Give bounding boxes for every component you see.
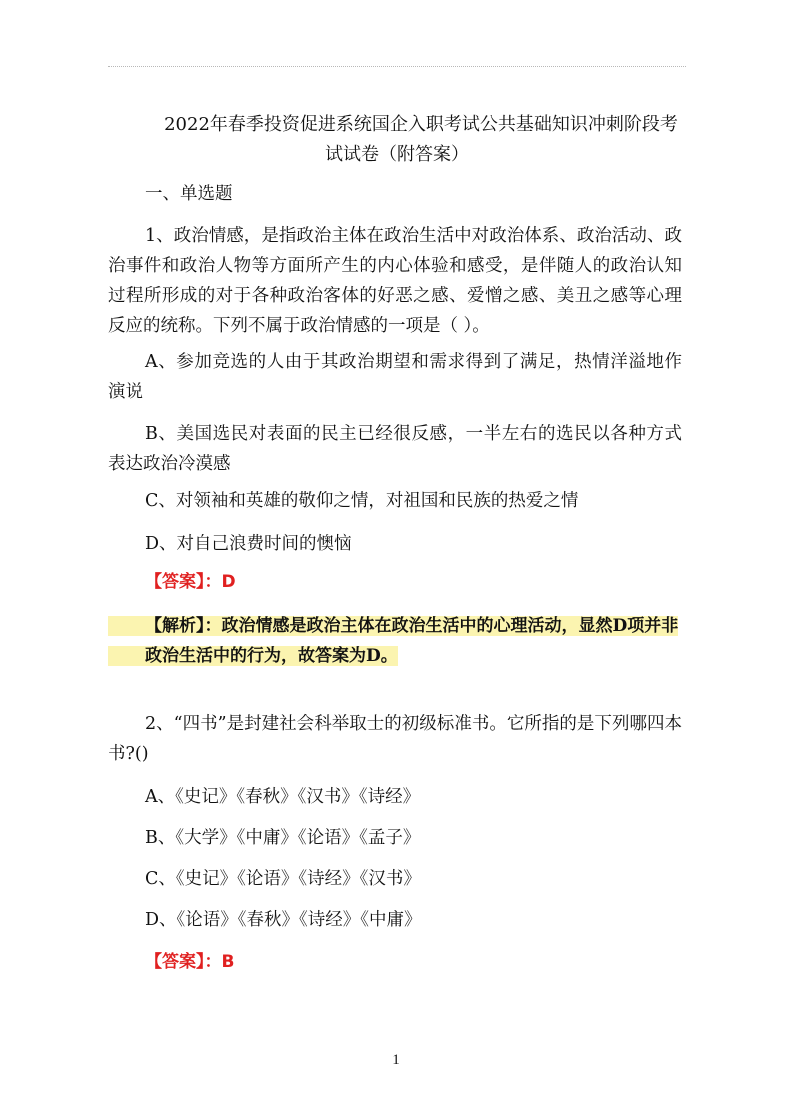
question-1-option-d: D、对自己浪费时间的懊恼 xyxy=(145,534,352,554)
question-2-option-b: B、《大学》《中庸》《论语》《孟子》 xyxy=(145,828,421,848)
question-2-stem: 2、“四书”是封建社会科举取士的初级标准书。它所指的是下列哪四本书?() xyxy=(108,714,682,764)
title-line-2: 试试卷（附答案） xyxy=(325,144,469,165)
question-1-analysis xyxy=(108,611,682,671)
title-line-1: 2022年春季投资促进系统国企入职考试公共基础知识冲刺阶段考 xyxy=(164,114,678,135)
question-1-stem: 1、政治情感，是指政治主体在政治生活中对政治体系、政治活动、政治事件和政治人物等方面所产生的内心体验和感受，是伴随人的政治认知过程所形成的对于各种政治客体的好恶之感、爱憎之感、美丑之感等心理反应的统称。下列不属于政治情感的一项是（ ）。 xyxy=(108,226,682,336)
question-1-option-c: C、对领袖和英雄的敬仰之情，对祖国和民族的热爱之情 xyxy=(145,491,579,511)
page-number: 1 xyxy=(392,1052,400,1068)
header-divider xyxy=(108,66,686,67)
answer-value: D xyxy=(221,572,236,592)
question-2-option-a: A、《史记》《春秋》《汉书》《诗经》 xyxy=(145,787,421,807)
page-title xyxy=(108,110,686,170)
question-1-answer xyxy=(145,570,236,594)
question-1-option-a: A、参加竞选的人由于其政治期望和需求得到了满足，热情洋溢地作演说 xyxy=(108,352,682,402)
question-1-option-b: B、美国选民对表面的民主已经很反感，一半左右的选民以各种方式表达政治冷漠感 xyxy=(108,424,682,474)
analysis-text: 政治情感是政治主体在政治生活中的心理活动，显然D项并非政治生活中的行为，故答案为D。 xyxy=(145,616,679,666)
question-2-answer xyxy=(145,950,234,974)
answer-label: 【答案】： xyxy=(145,952,222,972)
analysis-label: 【解析】： xyxy=(145,616,222,636)
section-heading: 一、单选题 xyxy=(145,184,233,204)
answer-label: 【答案】： xyxy=(145,572,222,592)
question-2-option-d: D、《论语》《春秋》《诗经》《中庸》 xyxy=(145,910,422,930)
question-2-option-c: C、《史记》《论语》《诗经》《汉书》 xyxy=(145,869,421,889)
answer-value: B xyxy=(221,952,235,972)
analysis-highlight xyxy=(108,616,678,666)
